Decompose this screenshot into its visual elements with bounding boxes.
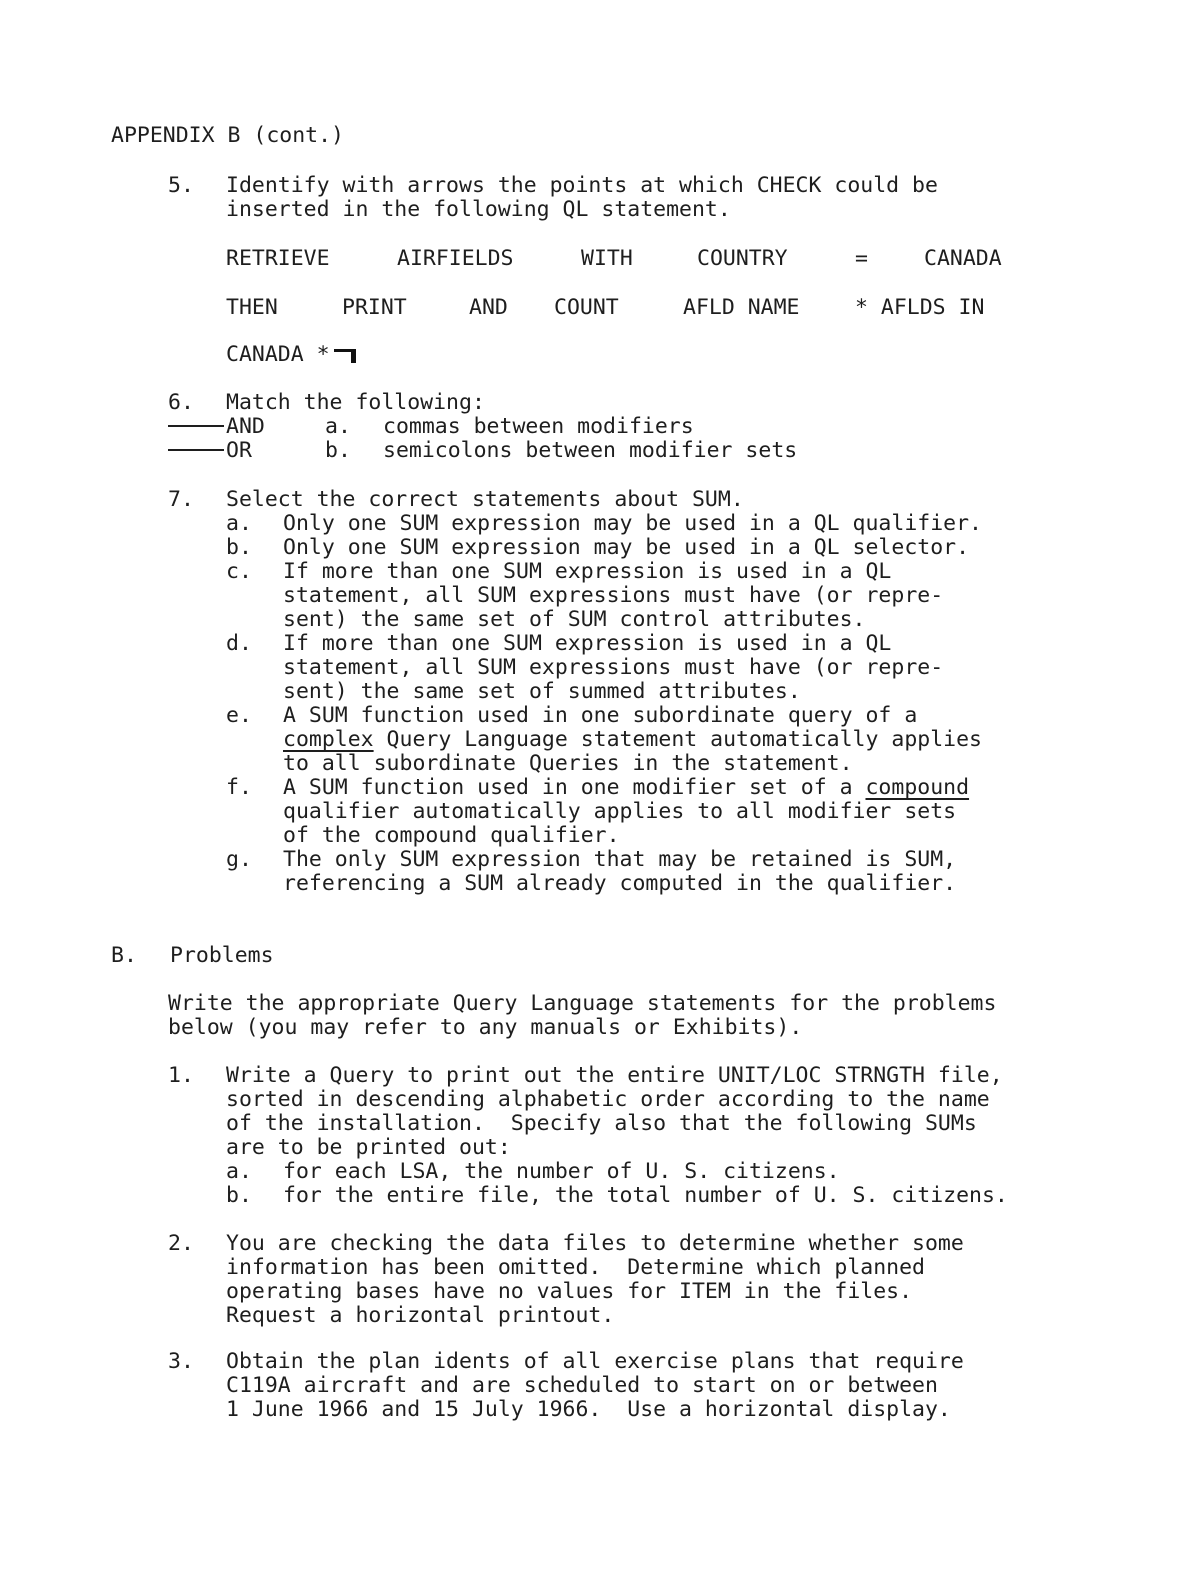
q5-line: Identify with arrows the points at which CHECK could be [226,173,938,198]
option-line-start: A SUM function used in one modifier set of a [283,775,866,800]
q7-prompt: Select the correct statements about SUM. [226,487,744,512]
option-f-text [283,776,969,848]
option-a-text [283,512,982,536]
option-line: The only SUM expression that may be retained is SUM, [283,847,957,872]
option-line-rest: Query Language statement automatically applies [373,727,982,752]
problem-line: sorted in descending alphabetic order according to the name [226,1087,990,1112]
option-line: If more than one SUM expression is used in a QL [283,631,892,656]
ql-token: COUNT [554,295,619,320]
ql-token: AIRFIELDS [397,246,514,271]
answer-blank[interactable] [168,425,224,427]
problem-line: Write a Query to print out the entire UNIT/LOC STRNGTH file, [226,1063,1003,1088]
ql-token: = [855,246,868,271]
problem-line: information has been omitted. Determine which planned [226,1255,925,1280]
option-letter: d. [226,631,252,656]
problem-line: of the installation. Specify also that the following SUMs [226,1111,977,1136]
q5-text [226,174,938,222]
option-line: qualifier automatically applies to all modifier sets [283,799,957,824]
problem-line: operating bases have no values for ITEM in the files. [226,1279,913,1304]
option-e-text [283,704,982,776]
option-letter: a. [226,511,252,536]
q5-line: inserted in the following QL statement. [226,197,731,222]
option-line [283,776,969,800]
q6-prompt: Match the following: [226,390,485,415]
appendix-header: APPENDIX B (cont.) [111,123,344,148]
problem-line: 1 June 1966 and 15 July 1966. Use a horizontal display. [226,1397,951,1422]
ql-token: PRINT [342,295,407,320]
match-option-text: semicolons between modifier sets [383,438,798,463]
intro-line: below (you may refer to any manuals or Exhibits). [168,1015,803,1040]
option-line: statement, all SUM expressions must have (or repre- [283,583,944,608]
problem-2-text [226,1232,964,1328]
sub-text: for each LSA, the number of U. S. citizens. [283,1159,840,1184]
sub-letter: a. [226,1159,252,1184]
sub-text: for the entire file, the total number of U. S. citizens. [283,1183,1008,1208]
option-line: statement, all SUM expressions must have (or repre- [283,655,944,680]
option-d-text [283,632,943,704]
match-option-text: commas between modifiers [383,414,694,439]
option-line: Only one SUM expression may be used in a QL selector. [283,535,970,560]
problem-line: are to be printed out: [226,1135,511,1160]
option-line: of the compound qualifier. [283,823,620,848]
option-line: to all subordinate Queries in the statement. [283,751,853,776]
option-line: referencing a SUM already computed in the qualifier. [283,871,957,896]
problem-line: C119A aircraft and are scheduled to start on or between [226,1373,938,1398]
match-option-letter: b. [325,438,351,463]
option-letter: c. [226,559,252,584]
ql-statement-row-3 [226,343,356,367]
q5-number: 5. [168,173,194,198]
match-term: AND [226,414,265,439]
match-item [168,415,265,439]
ql-token: AFLD NAME [683,295,800,320]
ql-token: THEN [226,295,278,320]
option-line [283,728,982,752]
match-item [168,439,252,463]
answer-blank[interactable] [168,449,224,451]
option-line: Only one SUM expression may be used in a QL qualifier. [283,511,982,536]
section-intro [168,992,996,1040]
underlined-term: complex [283,727,374,752]
problem-number: 3. [168,1349,194,1374]
option-c-text [283,560,943,632]
ql-token: AND [469,295,508,320]
option-letter: e. [226,703,252,728]
ql-token: CANADA [924,246,1002,271]
problem-line: Obtain the plan idents of all exercise plans that require [226,1349,964,1374]
option-line: sent) the same set of summed attributes. [283,679,801,704]
ql-token: COUNTRY [697,246,788,271]
option-g-text [283,848,956,896]
option-letter: f. [226,775,252,800]
q6-number: 6. [168,390,194,415]
section-title: Problems [170,943,274,968]
option-letter: g. [226,847,252,872]
option-line: A SUM function used in one subordinate query of a [283,703,918,728]
underlined-term: compound [865,775,970,800]
option-line: sent) the same set of SUM control attributes. [283,607,866,632]
section-label: B. [111,943,137,968]
ql-token: * AFLDS IN [855,295,985,320]
match-option-letter: a. [325,414,351,439]
problem-line: Request a horizontal printout. [226,1303,615,1328]
option-b-text [283,536,969,560]
ql-token: RETRIEVE [226,246,330,271]
intro-line: Write the appropriate Query Language statements for the problems [168,991,997,1016]
problem-number: 2. [168,1231,194,1256]
problem-1-text [226,1064,1003,1160]
sub-letter: b. [226,1183,252,1208]
option-line: If more than one SUM expression is used in a QL [283,559,892,584]
problem-number: 1. [168,1063,194,1088]
ql-token: CANADA * [226,342,330,367]
negation-terminator-icon [334,349,356,363]
option-letter: b. [226,535,252,560]
ql-token: WITH [581,246,633,271]
problem-3-text [226,1350,964,1422]
problem-line: You are checking the data files to determine whether some [226,1231,964,1256]
match-term: OR [226,438,252,463]
q7-number: 7. [168,487,194,512]
